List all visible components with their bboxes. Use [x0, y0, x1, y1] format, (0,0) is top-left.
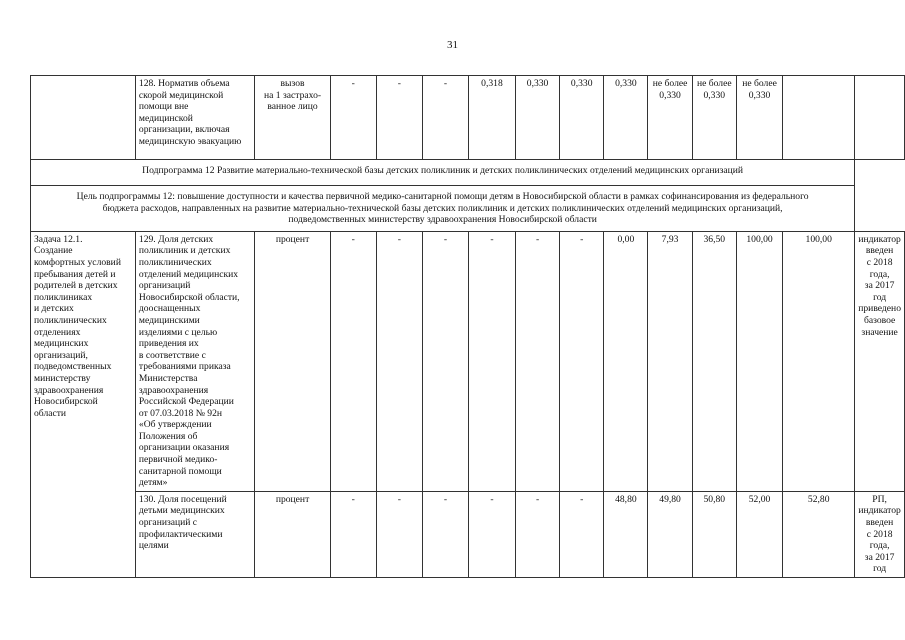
table-row-128	[31, 76, 905, 160]
value-130-6: -	[560, 491, 604, 577]
indicator-129-cell: 129. Доля детских поликлиник и детских поликлинических отделений медицинских организаций Новосибирской области, дооснащенных медицинскими изделиями с целью приведения их в соответствие с требованиями приказа Министерства здравоохранения Российской Федерации от 07.03.2018 № 92н «Об утверждении Положения об организации оказания первичной медико- санитарной помощи детям»	[135, 231, 254, 491]
value-128-4: 0,318	[468, 76, 515, 160]
note-130-cell: РП, индикатор введен с 2018 года, за 2017 год	[855, 491, 905, 577]
value-129-7: 0,00	[604, 231, 648, 491]
note-128-cell	[855, 76, 905, 160]
value-128-9: не более 0,330	[692, 76, 736, 160]
table-row-129	[31, 231, 905, 491]
indicator-128-cell: 128. Норматив объема скорой медицинской помощи вне медицинской организации, включая медицинскую эвакуацию	[135, 76, 254, 160]
value-128-8: не более 0,330	[648, 76, 692, 160]
task-12-1-cell: Задача 12.1. Создание комфортных условий пребывания детей и родителей в детских поликлиниках и детских поликлинических отделениях медицинских организаций, подведомственных министерству здравоохранения Новосибирской области	[31, 231, 136, 577]
value-129-1: -	[330, 231, 376, 491]
value-129-8: 7,93	[648, 231, 692, 491]
task-cell-empty	[31, 76, 136, 160]
page-number: 31	[447, 39, 458, 51]
indicators-table	[30, 75, 905, 578]
value-128-6: 0,330	[560, 76, 604, 160]
value-128-3: -	[422, 76, 468, 160]
value-130-4: -	[468, 491, 515, 577]
value-130-2: -	[376, 491, 422, 577]
value-130-9: 50,80	[692, 491, 736, 577]
subprogram-row	[31, 160, 905, 186]
value-128-2: -	[376, 76, 422, 160]
value-130-7: 48,80	[604, 491, 648, 577]
value-130-3: -	[422, 491, 468, 577]
value-128-11	[783, 76, 855, 160]
value-130-1: -	[330, 491, 376, 577]
value-128-10: не более 0,330	[736, 76, 782, 160]
value-129-2: -	[376, 231, 422, 491]
value-128-1: -	[330, 76, 376, 160]
value-130-5: -	[515, 491, 559, 577]
value-130-8: 49,80	[648, 491, 692, 577]
value-130-10: 52,00	[736, 491, 782, 577]
value-128-7: 0,330	[604, 76, 648, 160]
note-129-cell: индикатор введен с 2018 года, за 2017 год приведено базовое значение	[855, 231, 905, 491]
value-129-9: 36,50	[692, 231, 736, 491]
table-row-130	[31, 491, 905, 577]
value-128-5: 0,330	[515, 76, 559, 160]
unit-130-cell: процент	[255, 491, 330, 577]
unit-129-cell: процент	[255, 231, 330, 491]
goal-row	[31, 186, 905, 232]
value-129-6: -	[560, 231, 604, 491]
value-129-3: -	[422, 231, 468, 491]
value-129-5: -	[515, 231, 559, 491]
subprogram-goal: Цель подпрограммы 12: повышение доступности и качества первичной медико-санитарной помощи детям в Новосибирской области в рамках софинансирования из федерального бюджета расходов, направленных на развитие материально-технической базы детских поликлиник и детских поликлинических отделений медицинских организаций, подведомственных министерству здравоохранения Новосибирской области	[31, 186, 855, 232]
value-130-11: 52,80	[783, 491, 855, 577]
subprogram-title: Подпрограмма 12 Развитие материально-технической базы детских поликлиник и детских поликлинических отделений медицинских организаций	[31, 160, 855, 186]
value-129-11: 100,00	[783, 231, 855, 491]
unit-128-cell: вызов на 1 застрахо- ванное лицо	[255, 76, 330, 160]
value-129-10: 100,00	[736, 231, 782, 491]
value-129-4: -	[468, 231, 515, 491]
indicator-130-cell: 130. Доля посещений детьми медицинских организаций с профилактическими целями	[135, 491, 254, 577]
